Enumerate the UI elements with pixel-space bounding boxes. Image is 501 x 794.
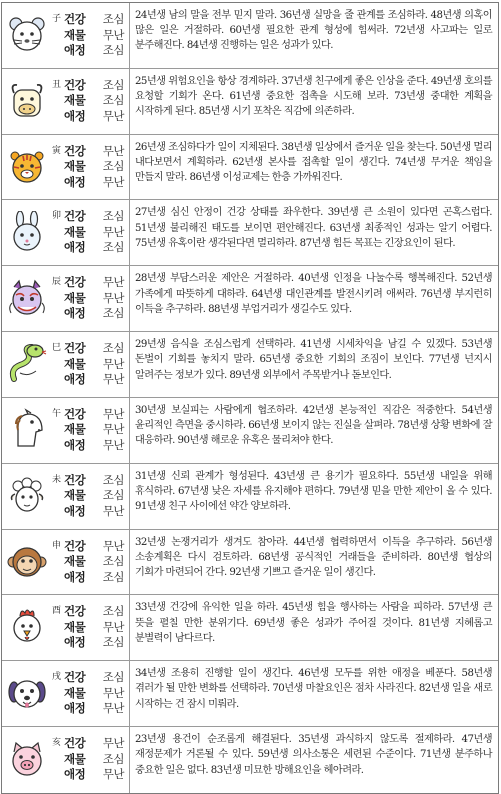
zodiac-row <box>2 266 498 332</box>
health-fortune <box>64 473 128 489</box>
zodiac-hanja: 戌 <box>52 672 62 683</box>
love-value: 조심 <box>102 306 124 321</box>
money-label: 재물 <box>64 27 86 42</box>
fortune-categories <box>64 275 128 322</box>
love-value: 무난 <box>102 174 124 189</box>
love-label: 애정 <box>64 701 86 716</box>
money-value: 무난 <box>102 27 124 42</box>
love-label: 애정 <box>64 372 86 387</box>
zodiac-hanja: 申 <box>52 540 62 551</box>
fortune-text: 31년생 신뢰 관계가 형성된다. 43년생 큰 용기가 필요하다. 55년생 내일을 위해 휴식하라. 67년생 낮은 자세를 유지해야 편하다. 79년생 믿을 만한 제안이 올 수 있다. 91년생 친구 사이에선 약간 양보하라. <box>135 470 492 513</box>
love-value: 무난 <box>102 108 124 123</box>
ox-icon <box>6 79 48 123</box>
fortune-text: 25년생 위험요인을 항상 경계하라. 37년생 친구에게 좋은 인상을 준다. 49년생 호의를 요청할 기회가 온다. 61년생 중요한 접촉을 시도해 보라. 73년생 중대한 계획을 시작하게 된다. 85년생 시기 포착은 직감에 의존하라. <box>135 75 492 118</box>
money-value: 조심 <box>102 159 124 174</box>
love-label: 애정 <box>64 437 86 452</box>
fortune-text: 28년생 부담스러운 제안은 거절하라. 40년생 인정을 나눌수록 행복해진다. 52년생 가족에게 따뜻하게 대하라. 64년생 대인관계를 발전시키려 애써라. 76년생 부지런히 이득을 추구하라. 88년생 부업거리가 생길수도 있다. <box>135 273 492 315</box>
health-value: 무난 <box>102 538 124 553</box>
zodiac-info <box>2 595 130 660</box>
zodiac-info <box>2 69 130 134</box>
fortune-categories <box>64 736 128 783</box>
money-label: 재물 <box>64 93 86 108</box>
health-label: 건강 <box>64 209 86 224</box>
fortune-text: 24년생 남의 말을 전부 믿지 말라. 36년생 실망을 줄 관계를 조심하라. 48년생 의혹이 많은 일은 거절하라. 60년생 필요한 관계 형성에 힘써라. 72년생 사고파는 일로 분주해진다. 84년생 진행하는 일은 성과가 있다. <box>135 10 492 52</box>
health-fortune <box>64 78 128 94</box>
dragon-icon <box>6 277 48 321</box>
money-fortune <box>64 159 128 175</box>
love-value: 조심 <box>102 240 124 255</box>
money-label: 재물 <box>64 356 86 371</box>
zodiac-row <box>2 69 498 135</box>
money-value: 무난 <box>102 422 124 437</box>
money-fortune <box>64 291 128 307</box>
money-fortune <box>64 686 128 702</box>
rabbit-icon <box>6 211 48 255</box>
health-label: 건강 <box>64 736 86 751</box>
health-label: 건강 <box>64 143 86 158</box>
love-value: 무난 <box>102 701 124 716</box>
money-value: 무난 <box>102 356 124 371</box>
money-value: 무난 <box>102 224 124 239</box>
snake-icon <box>6 343 48 387</box>
money-label: 재물 <box>64 554 86 569</box>
money-value: 무난 <box>102 290 124 305</box>
love-fortune <box>64 438 128 454</box>
zodiac-info <box>2 727 130 793</box>
zodiac-info <box>2 266 130 331</box>
health-label: 건강 <box>64 341 86 356</box>
fortune-text: 33년생 건강에 유익한 일을 하라. 45년생 힘을 행사하는 사람을 피하라. 57년생 큰 뜻을 펼칠 만한 분위기다. 69년생 좋은 성과가 주어질 것이다. 81년생 지혜롭고 분별력이 남다르다. <box>135 602 492 644</box>
health-label: 건강 <box>64 77 86 92</box>
health-label: 건강 <box>64 12 86 26</box>
zodiac-hanja: 子 <box>52 14 62 24</box>
fortune-text: 32년생 논쟁거리가 생겨도 참아라. 44년생 협력하면서 이득을 추구하라. 56년생 소송계획은 다시 검토하라. 68년생 공식적인 거래들을 준비하라. 80년생 협상의 기회가 마련되어 간다. 92년생 기쁘고 즐거운 일이 생긴다. <box>135 536 492 579</box>
love-label: 애정 <box>64 503 86 518</box>
zodiac-row <box>2 530 498 596</box>
fortune-text: 34년생 조용히 진행할 일이 생긴다. 46년생 모두를 위한 애정을 베푼다. 58년생 겪러가 될 만한 변화를 선택하라. 70년생 마찰요인은 점차 사라진다. 82년생 일을 새로 시작하는 건 잠시 미뤄라. <box>135 668 492 710</box>
health-value: 조심 <box>102 77 124 92</box>
zodiac-hanja: 未 <box>52 474 62 485</box>
love-label: 애정 <box>64 306 86 321</box>
zodiac-row <box>2 595 498 661</box>
fortune-text: 27년생 심신 안정이 건강 상태를 좌우한다. 39년생 큰 소원이 있다면 곤혹스럽다. 51년생 불리해진 태도를 보이면 편안해진다. 63년생 최종적인 성과는 알기 어렵다. 75년생 유혹이란 생각된다면 멀리하라. 87년생 힘든 목표는 긴장요인이 된다. <box>135 207 492 249</box>
health-fortune <box>64 12 128 28</box>
love-value: 무난 <box>102 767 124 782</box>
money-fortune <box>64 554 128 570</box>
love-fortune <box>64 109 128 125</box>
health-value: 조심 <box>102 670 124 685</box>
money-label: 재물 <box>64 422 86 437</box>
love-fortune <box>64 240 128 256</box>
love-label: 애정 <box>64 635 86 650</box>
love-fortune <box>64 570 128 586</box>
love-label: 애정 <box>64 240 86 255</box>
love-fortune <box>64 701 128 717</box>
fortune-text: 26년생 조심하다가 일이 지체된다. 38년생 일상에서 즐거운 일을 찾는다. 50년생 멀리 내다보면서 계획하라. 62년생 본사를 접촉할 일이 생긴다. 74년생 무거운 책임을 만들지 말라. 86년생 이성교제는 한층 가까워진다. <box>135 141 492 184</box>
money-value: 조심 <box>102 751 124 766</box>
love-value: 무난 <box>102 503 124 518</box>
sheep-icon <box>6 474 48 518</box>
love-fortune <box>64 767 128 783</box>
money-fortune <box>64 93 128 109</box>
health-label: 건강 <box>64 538 86 553</box>
money-label: 재물 <box>64 685 86 700</box>
health-value: 조심 <box>102 209 124 224</box>
fortune-categories <box>64 209 128 256</box>
fortune-categories <box>64 473 128 520</box>
money-fortune <box>64 488 128 504</box>
zodiac-hanja: 酉 <box>52 606 62 617</box>
money-value: 조심 <box>102 488 124 503</box>
health-value: 무난 <box>102 406 124 421</box>
money-label: 재물 <box>64 290 86 305</box>
health-label: 건강 <box>64 275 86 290</box>
love-label: 애정 <box>64 174 86 189</box>
horoscope-table <box>1 2 499 794</box>
zodiac-info <box>2 135 130 200</box>
health-label: 건강 <box>64 604 86 619</box>
pig-icon <box>6 738 48 782</box>
money-fortune <box>64 752 128 768</box>
money-fortune <box>64 620 128 636</box>
zodiac-row <box>2 200 498 266</box>
zodiac-row <box>2 727 498 793</box>
zodiac-hanja: 寅 <box>52 145 62 156</box>
health-fortune <box>64 736 128 752</box>
love-fortune <box>64 635 128 651</box>
love-fortune <box>64 372 128 388</box>
health-fortune <box>64 341 128 357</box>
love-label: 애정 <box>64 767 86 782</box>
health-label: 건강 <box>64 472 86 487</box>
love-label: 애정 <box>64 43 86 57</box>
love-fortune <box>64 504 128 520</box>
love-label: 애정 <box>64 108 86 123</box>
zodiac-row <box>2 464 498 530</box>
zodiac-info <box>2 332 130 397</box>
fortune-categories <box>64 78 128 125</box>
love-label: 애정 <box>64 569 86 584</box>
fortune-categories <box>64 12 128 59</box>
money-label: 재물 <box>64 488 86 503</box>
health-label: 건강 <box>64 406 86 421</box>
health-fortune <box>64 670 128 686</box>
zodiac-hanja: 巳 <box>52 343 62 354</box>
love-fortune <box>64 306 128 322</box>
zodiac-info <box>2 3 130 68</box>
love-fortune <box>64 43 128 59</box>
fortune-categories <box>64 144 128 191</box>
money-value: 무난 <box>102 685 124 700</box>
fortune-categories <box>64 407 128 454</box>
health-fortune <box>64 275 128 291</box>
money-value: 조심 <box>102 554 124 569</box>
health-value: 무난 <box>102 275 124 290</box>
health-value: 조심 <box>102 472 124 487</box>
love-value: 조심 <box>102 635 124 650</box>
love-value: 무난 <box>102 437 124 452</box>
zodiac-row <box>2 332 498 398</box>
zodiac-hanja: 午 <box>52 408 62 419</box>
health-fortune <box>64 209 128 225</box>
fortune-categories <box>64 539 128 586</box>
health-value: 조심 <box>102 341 124 356</box>
tiger-icon <box>6 145 48 189</box>
zodiac-row <box>2 135 498 201</box>
zodiac-row <box>2 3 498 69</box>
zodiac-info <box>2 398 130 463</box>
fortune-text: 29년생 음식을 조심스럽게 선택하라. 41년생 시세차익을 남길 수 있겠다. 53년생 돈벌이 기회를 놓치지 말라. 65년생 중요한 기회의 조짐이 보인다. 77년생 넌지시 알려주는 정보가 있다. 89년생 외부에서 주목받거나 돋보인다. <box>135 339 492 381</box>
love-fortune <box>64 175 128 191</box>
rooster-icon <box>6 606 48 650</box>
fortune-categories <box>64 604 128 651</box>
zodiac-row <box>2 398 498 464</box>
love-value: 조심 <box>102 569 124 584</box>
zodiac-info <box>2 530 130 595</box>
zodiac-hanja: 辰 <box>52 277 62 288</box>
health-value: 무난 <box>102 736 124 751</box>
health-value: 무난 <box>102 143 124 158</box>
zodiac-info <box>2 200 130 265</box>
zodiac-hanja: 卯 <box>52 211 62 222</box>
money-fortune <box>64 28 128 44</box>
monkey-icon <box>6 540 48 584</box>
zodiac-row <box>2 661 498 727</box>
love-value: 무난 <box>102 372 124 387</box>
health-fortune <box>64 144 128 160</box>
money-label: 재물 <box>64 224 86 239</box>
money-value: 조심 <box>102 93 124 108</box>
money-value: 무난 <box>102 619 124 634</box>
zodiac-info <box>2 661 130 726</box>
money-fortune <box>64 357 128 373</box>
love-value: 조심 <box>102 43 124 57</box>
health-label: 건강 <box>64 670 86 685</box>
horse-icon <box>6 408 48 452</box>
fortune-categories <box>64 341 128 388</box>
money-fortune <box>64 422 128 438</box>
health-fortune <box>64 539 128 555</box>
health-value: 조심 <box>102 12 124 26</box>
zodiac-info <box>2 464 130 529</box>
health-fortune <box>64 604 128 620</box>
rat-icon <box>6 13 48 57</box>
fortune-text: 30년생 보실피는 사람에게 협조하라. 42년생 본능적인 직감은 적중한다. 54년생 윤리적인 측면을 중시하라. 66년생 보이지 않는 진실을 살펴라. 78년생 상황 변화에 잘 대응하라. 90년생 해로운 유혹은 물리쳐야 한다. <box>135 404 492 447</box>
money-label: 재물 <box>64 159 86 174</box>
money-fortune <box>64 225 128 241</box>
zodiac-hanja: 丑 <box>52 79 62 90</box>
fortune-text: 23년생 용건이 순조롭게 해결된다. 35년생 과식하지 않도록 절제하라. 47년생 재정문제가 거론될 수 있다. 59년생 의사소통은 세련된 수준이다. 71년생 분주하나 중요한 일은 없다. 83년생 미묘한 방해요인을 헤아려라. <box>135 734 492 776</box>
health-value: 조심 <box>102 604 124 619</box>
health-fortune <box>64 407 128 423</box>
money-label: 재물 <box>64 751 86 766</box>
money-label: 재물 <box>64 619 86 634</box>
zodiac-hanja: 亥 <box>52 738 62 749</box>
fortune-categories <box>64 670 128 717</box>
dog-icon <box>6 672 48 716</box>
